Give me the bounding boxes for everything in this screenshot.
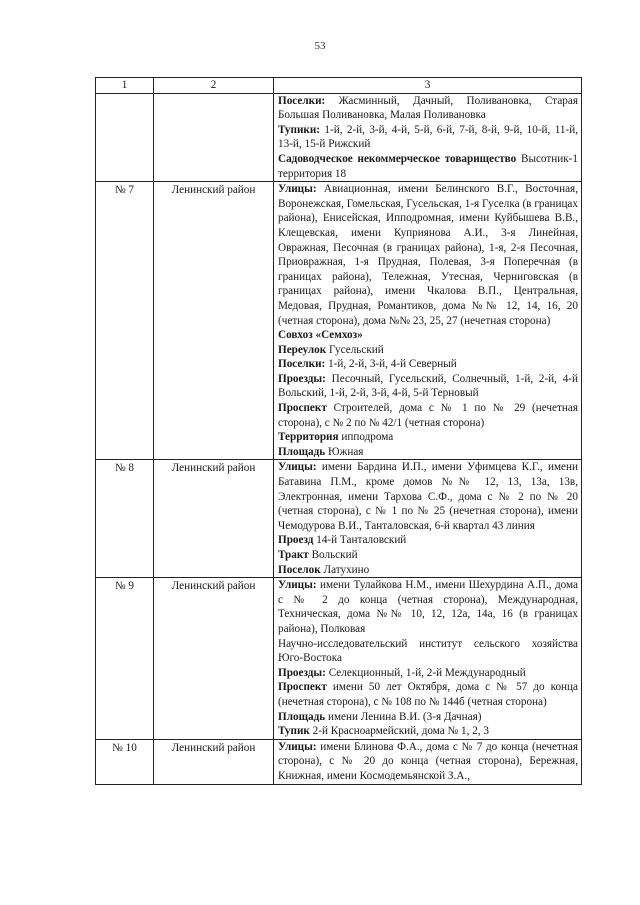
column-header-2: 2 xyxy=(154,78,274,94)
entry-text: Селекционный, 1-й, 2-й Международный xyxy=(328,666,526,679)
entry-text: Строителей, дома с № 1 по № 29 (нечетная сторона), с № 2 по № 42/1 (четная сторона) xyxy=(278,402,578,429)
address-entry xyxy=(278,548,578,563)
entry-text: ипподрома xyxy=(341,431,394,444)
page-number: 53 xyxy=(314,40,326,52)
entry-text: Высотник-1 территория 18 xyxy=(278,152,578,180)
district-number-cell: № 8 xyxy=(96,460,154,578)
entry-label: Площадь xyxy=(278,445,326,458)
addresses-cell xyxy=(274,460,582,578)
column-header-1: 1 xyxy=(96,78,154,94)
address-entry xyxy=(278,460,578,533)
district-name-cell: Ленинский район xyxy=(154,460,274,578)
entry-label: Улицы: xyxy=(278,579,317,592)
address-entry xyxy=(278,430,578,445)
address-entry xyxy=(278,445,578,460)
entry-label: Улицы: xyxy=(278,740,317,753)
address-entry xyxy=(278,152,578,181)
addresses-cell xyxy=(274,93,582,182)
table-row xyxy=(96,93,582,182)
address-entry xyxy=(278,94,578,123)
entry-label: Улицы: xyxy=(278,183,317,196)
address-entry xyxy=(278,401,578,430)
table-row xyxy=(96,182,582,460)
entry-text: 14-й Танталовский xyxy=(316,534,407,547)
districts-table xyxy=(95,77,582,785)
address-entry xyxy=(278,533,578,548)
address-entry xyxy=(278,343,578,358)
entry-label: Улицы: xyxy=(278,461,317,474)
entry-text: имени Ленина В.И. (3-я Дачная) xyxy=(327,710,482,723)
address-entry xyxy=(278,372,578,401)
entry-text: имени Бардина И.П., имени Уфимцева К.Г., имени Батавина П.М., кроме домов №№ 12, 13, 13а, 13в, Электронная, имени Тархова С.Ф., дома с № 2 по № 20 (четная сторона), с № 1 по № 25 (нечетная сторона), имени Чемодурова В.И., Танталовская, 6-й квартал 43 линия xyxy=(278,461,578,532)
entry-text: 1-й, 2-й, 3-й, 4-й Северный xyxy=(328,358,457,371)
addresses-cell xyxy=(274,578,582,740)
entry-text: имени 50 лет Октября, дома с № 57 до конца (нечетная сторона), с № 108 по № 144б (четная сторона) xyxy=(278,681,579,708)
district-name-cell: Ленинский район xyxy=(154,182,274,460)
table-header-row xyxy=(96,78,582,94)
address-entry xyxy=(278,182,578,328)
district-name-cell: Ленинский район xyxy=(154,739,274,784)
entry-text: имени Блинова Ф.А., дома с № 7 до конца (нечетная сторона), с № 20 до конца (четная сторона), Бережная, Книжная, имени Космодемьянской З.А., xyxy=(278,740,579,782)
district-number-cell xyxy=(96,93,154,182)
entry-label: Садоводческое некоммерческое товарищество xyxy=(278,152,517,165)
entry-label: Проспект xyxy=(278,681,327,694)
entry-label: Проезды: xyxy=(278,666,326,679)
address-entry xyxy=(278,666,578,681)
address-entry xyxy=(278,578,578,636)
entry-label: Поселки: xyxy=(278,94,326,107)
entry-label: Тракт xyxy=(278,549,309,561)
entry-label: Тупики: xyxy=(278,123,321,136)
entry-text: Научно-исследовательский институт сельского хозяйства Юго-Востока xyxy=(278,637,578,665)
entry-text: Латухино xyxy=(323,563,370,576)
district-number-cell: № 10 xyxy=(96,739,154,784)
entry-label: Площадь xyxy=(278,710,326,723)
entry-label: Переулок xyxy=(278,343,327,356)
address-entry xyxy=(278,563,578,578)
entry-text: Вольский xyxy=(311,549,358,561)
addresses-cell xyxy=(274,739,582,784)
entry-text: Авиационная, имени Белинского В.Г., Восточная, Воронежская, Гомельская, Гусельская, 1-я Гуселка (в границах района), Енисейская, Ипподромная, имени Куйбышева В.В., Клещевская, имени Куприянова А.И., 3-я Линейная, Овражная, Песочная (в границах района), 1-я, 2-я Песочная, Приовражная, 1-я Прудная, Полевая, 3-я Поперечная (в границах района), Тележная, Утесная, Черниговская (в границах района), имени Чкалова В.П., Центральная, Медовая, Прудная, Романтиков, дома №№ 12, 14, 16, 20 (четная сторона), дома №№ 23, 25, 27 (нечетная сторона) xyxy=(278,183,578,327)
district-number-cell: № 7 xyxy=(96,182,154,460)
address-entry xyxy=(278,357,578,372)
entry-label: Поселок xyxy=(278,563,321,576)
entry-text: Гусельский xyxy=(329,343,384,356)
entry-label: Территория xyxy=(278,431,339,444)
address-entry xyxy=(278,724,578,739)
entry-text: Жасминный, Дачный, Поливановка, Старая Большая Поливановка, Малая Поливановка xyxy=(278,94,578,122)
addresses-cell xyxy=(274,182,582,460)
entry-label: Проезды: xyxy=(278,372,326,385)
address-entry xyxy=(278,328,578,343)
address-entry xyxy=(278,710,578,725)
column-header-3: 3 xyxy=(274,78,582,94)
district-name-cell: Ленинский район xyxy=(154,578,274,740)
entry-label: Проспект xyxy=(278,402,327,415)
district-number-cell: № 9 xyxy=(96,578,154,740)
address-entry xyxy=(278,680,578,709)
entry-label: Поселки: xyxy=(278,358,326,371)
table-row xyxy=(96,460,582,578)
table-row xyxy=(96,578,582,740)
address-entry xyxy=(278,740,578,784)
entry-text: имени Тулайкова Н.М., имени Шехурдина А.П., дома с № 2 до конца (четная сторона), Международная, Техническая, дома №№ 10, 12, 12а, 14а, 16 (в границах района), Полковая xyxy=(278,579,579,635)
entry-text: Песочный, Гусельский, Солнечный, 1-й, 2-й, 4-й Вольский, 1-й, 2-й, 3-й, 4-й, 5-й Терновый xyxy=(278,372,578,400)
entry-label: Тупик xyxy=(278,725,310,738)
address-entry xyxy=(278,637,578,666)
district-name-cell xyxy=(154,93,274,182)
entry-label: Совхоз «Семхоз» xyxy=(278,329,363,342)
table-row xyxy=(96,739,582,784)
address-entry xyxy=(278,123,578,152)
entry-text: 1-й, 2-й, 3-й, 4-й, 5-й, 6-й, 7-й, 8-й, 9-й, 10-й, 11-й, 13-й, 15-й Рижский xyxy=(278,123,578,151)
entry-label: Проезд xyxy=(278,534,314,547)
entry-text: Южная xyxy=(327,445,364,458)
entry-text: 2-й Красноармейский, дома № 1, 2, 3 xyxy=(312,725,489,738)
